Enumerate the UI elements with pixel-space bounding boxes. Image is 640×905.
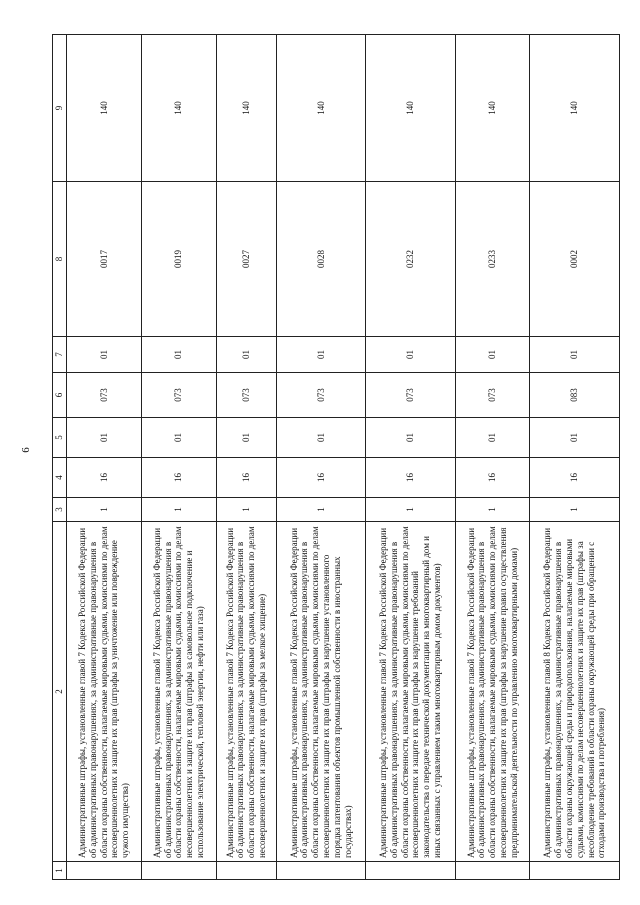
code-cell-4: 16 — [141, 458, 216, 498]
description-cell: Административные штрафы, установленные главой 7 Кодекса Российской Федерации об административных правонарушениях, за административные правонарушения в области охраны собственности, налагаемые мировыми судьями, комиссиями по делам несовершеннолетних и защите их прав (штрафы за самовольное подключение и использование электрической, тепловой энергии, нефти или газа) — [141, 522, 216, 862]
rotated-page — [20, 20, 620, 880]
code-cell-5: 01 — [455, 418, 530, 458]
column-header: 8 — [53, 182, 67, 337]
code-cell-9: 140 — [530, 35, 620, 182]
code-cell-3: 1 — [141, 498, 216, 522]
column-header: 6 — [53, 373, 67, 418]
code-cell-8: 0028 — [276, 182, 365, 337]
code-cell-9: 140 — [455, 35, 530, 182]
table-row — [276, 35, 365, 880]
table-row — [366, 35, 455, 880]
description-cell: Административные штрафы, установленные главой 7 Кодекса Российской Федерации об административных правонарушениях, за административные правонарушения в области охраны собственности, налагаемые мировыми судьями, комиссиями по делам несовершеннолетних и защите их прав (штрафы за мелкое хищение) — [216, 522, 276, 862]
row-index-cell — [276, 862, 365, 880]
table-row — [141, 35, 216, 880]
code-cell-8: 0002 — [530, 182, 620, 337]
code-cell-7: 01 — [216, 337, 276, 373]
budget-codes-table — [52, 34, 620, 880]
page-number: 6 — [20, 447, 32, 453]
code-cell-7: 01 — [530, 337, 620, 373]
code-cell-7: 01 — [276, 337, 365, 373]
code-cell-8: 0233 — [455, 182, 530, 337]
description-cell: Административные штрафы, установленные главой 7 Кодекса Российской Федерации об административных правонарушениях, за административные правонарушения в области охраны собственности, налагаемые мировыми судьями, комиссиями по делам несовершеннолетних и защите их прав (штрафы за нарушение установленного порядка патентования объектов промышленной собственности в иностранных государствах) — [276, 522, 365, 862]
table-header-row — [53, 35, 67, 880]
code-cell-3: 1 — [455, 498, 530, 522]
code-cell-5: 01 — [276, 418, 365, 458]
code-cell-4: 16 — [366, 458, 455, 498]
code-cell-5: 01 — [141, 418, 216, 458]
column-header: 3 — [53, 498, 67, 522]
row-index-cell — [216, 862, 276, 880]
code-cell-9: 140 — [276, 35, 365, 182]
table-row — [67, 35, 142, 880]
code-cell-5: 01 — [216, 418, 276, 458]
row-index-cell — [530, 862, 620, 880]
code-cell-4: 16 — [530, 458, 620, 498]
column-header: 9 — [53, 35, 67, 182]
code-cell-7: 01 — [67, 337, 142, 373]
code-cell-5: 01 — [530, 418, 620, 458]
code-cell-3: 1 — [276, 498, 365, 522]
code-cell-3: 1 — [530, 498, 620, 522]
row-index-cell — [141, 862, 216, 880]
code-cell-3: 1 — [366, 498, 455, 522]
code-cell-9: 140 — [366, 35, 455, 182]
table-row — [216, 35, 276, 880]
code-cell-9: 140 — [141, 35, 216, 182]
code-cell-4: 16 — [216, 458, 276, 498]
code-cell-3: 1 — [216, 498, 276, 522]
column-header: 2 — [53, 522, 67, 862]
code-cell-6: 073 — [67, 373, 142, 418]
description-cell: Административные штрафы, установленные главой 7 Кодекса Российской Федерации об административных правонарушениях, за административные правонарушения в области охраны собственности, налагаемые мировыми судьями, комиссиями по делам несовершеннолетних и защите их прав (штрафы за нарушение правил осуществления предпринимательской деятельности по управлению многоквартирными домами) — [455, 522, 530, 862]
table-row — [455, 35, 530, 880]
code-cell-7: 01 — [455, 337, 530, 373]
code-cell-6: 073 — [216, 373, 276, 418]
code-cell-6: 073 — [455, 373, 530, 418]
column-header: 1 — [53, 862, 67, 880]
code-cell-8: 0017 — [67, 182, 142, 337]
code-cell-4: 16 — [455, 458, 530, 498]
code-cell-7: 01 — [366, 337, 455, 373]
row-index-cell — [366, 862, 455, 880]
description-cell: Административные штрафы, установленные главой 8 Кодекса Российской Федерации об административных правонарушениях, за административные правонарушения в области охраны окружающей среды и природопользования, налагаемые мировыми судьями, комиссиями по делам несовершеннолетних и защите их прав (штрафы за несоблюдение требований в области охраны окружающей среды при обращении с отходами производства и потребления) — [530, 522, 620, 862]
column-header: 7 — [53, 337, 67, 373]
code-cell-9: 140 — [216, 35, 276, 182]
code-cell-5: 01 — [366, 418, 455, 458]
code-cell-9: 140 — [67, 35, 142, 182]
code-cell-5: 01 — [67, 418, 142, 458]
row-index-cell — [455, 862, 530, 880]
code-cell-6: 073 — [276, 373, 365, 418]
row-index-cell — [67, 862, 142, 880]
description-cell: Административные штрафы, установленные главой 7 Кодекса Российской Федерации об административных правонарушениях, за административные правонарушения в области охраны собственности, налагаемые мировыми судьями, комиссиями по делам несовершеннолетних и защите их прав (штрафы за нарушение требований законодательства о передаче технической документации на многоквартирный дом и иных связанных с управлением таким многоквартирным домом документов) — [366, 522, 455, 862]
code-cell-8: 0027 — [216, 182, 276, 337]
code-cell-8: 0019 — [141, 182, 216, 337]
column-header: 4 — [53, 458, 67, 498]
code-cell-7: 01 — [141, 337, 216, 373]
column-header: 5 — [53, 418, 67, 458]
code-cell-6: 083 — [530, 373, 620, 418]
code-cell-3: 1 — [67, 498, 142, 522]
code-cell-8: 0232 — [366, 182, 455, 337]
table-row — [530, 35, 620, 880]
code-cell-6: 073 — [141, 373, 216, 418]
code-cell-6: 073 — [366, 373, 455, 418]
code-cell-4: 16 — [276, 458, 365, 498]
code-cell-4: 16 — [67, 458, 142, 498]
description-cell: Административные штрафы, установленные главой 7 Кодекса Российской Федерации об административных правонарушениях, за административные правонарушения в области охраны собственности, налагаемые мировыми судьями, комиссиями по делам несовершеннолетних и защите их прав (штрафы за уничтожение или повреждение чужого имущества) — [67, 522, 142, 862]
